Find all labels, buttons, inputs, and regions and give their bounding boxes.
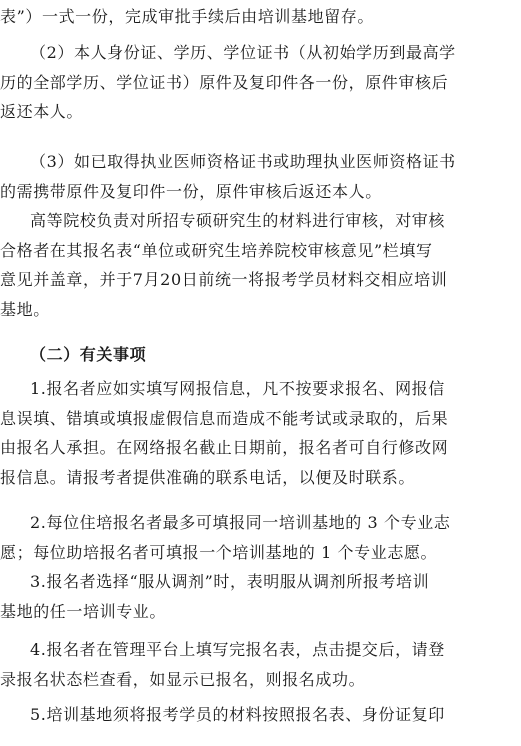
text-line: 合格者在其报名表“单位或研究生培养院校审核意见”栏填写 [0, 240, 433, 260]
text-line: 5.培训基地须将报考学员的材料按照报名表、身份证复印 [30, 705, 445, 724]
text-line: 报信息。请报考者提供准确的联系电话，以便及时联系。 [0, 467, 416, 487]
paragraph-item-4 [0, 635, 521, 694]
paragraph-continuation [0, 2, 521, 32]
text-line: 返还本人。 [0, 102, 84, 121]
text-line: 的需携带原件及复印件一份，原件审核后返还本人。 [0, 181, 382, 201]
paragraph-item-2 [0, 508, 521, 567]
paragraph-item-3 [0, 567, 521, 626]
text-line: 1.报名者应如实填写网报信息，凡不按要求报名、网报信 [30, 379, 445, 398]
paragraph-license-documents [0, 147, 521, 206]
paragraph-id-documents [0, 38, 521, 127]
text-line: 意见并盖章，并于7月20日前统一将报考学员材料交相应培训 [0, 270, 448, 289]
text-line: 基地。 [0, 299, 50, 319]
text-line: 4.报名者在管理平台上填写完报名表，点击提交后，请登 [30, 640, 445, 659]
text-line: 历的全部学历、学位证书）原件及复印件各一份，原件审核后 [0, 72, 449, 92]
text-line: 2.每位住培报名者最多可填报同一培训基地的 3 个专业志 [30, 513, 451, 532]
text-line: （3）如已取得执业医师资格证书或助理执业医师资格证书 [30, 152, 456, 171]
paragraph-item-5 [0, 700, 521, 730]
text-line: 由报名人承担。在网络报名截止日期前，报名者可自行修改网 [0, 438, 449, 457]
text-line: 愿；每位助培报名者可填报一个培训基地的 1 个专业志愿。 [0, 542, 438, 562]
text-line: 录报名状态栏查看，如显示已报名，则报名成功。 [0, 669, 366, 689]
text-line: 高等院校负责对所招专硕研究生的材料进行审核，对审核 [30, 211, 446, 230]
paragraph-item-1 [0, 374, 521, 492]
section-heading [0, 340, 521, 370]
paragraph-university-review [0, 206, 521, 324]
text-line: 基地的任一培训专业。 [0, 601, 167, 621]
text-line: 3.报名者选择“服从调剂”时，表明服从调剂所报考培训 [30, 572, 430, 591]
text-line: 表”）一式一份，完成审批手续后由培训基地留存。 [0, 7, 374, 26]
text-line: 息误填、错填或填报虚假信息而造成不能考试或录取的，后果 [0, 408, 449, 428]
text-line: （2）本人身份证、学历、学位证书（从初始学历到最高学 [30, 43, 456, 62]
section-heading-text: （二）有关事项 [30, 345, 147, 364]
